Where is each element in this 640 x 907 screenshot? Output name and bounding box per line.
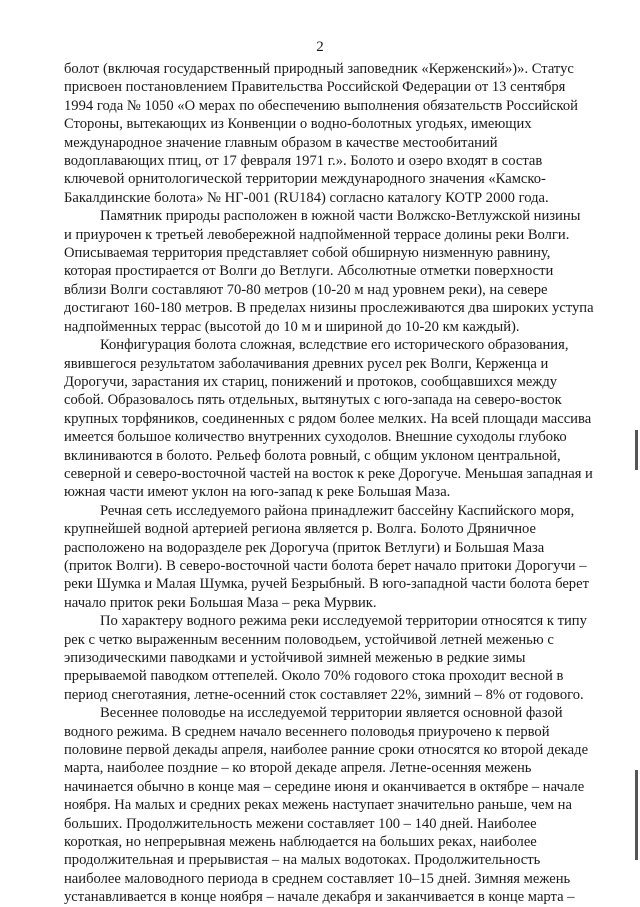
text-line: Описываемая территория представляет собой обширную низменную равнину, xyxy=(64,245,551,262)
text-line: Бакалдинские болота» № НГ-001 (RU184) согласно каталогу КОТР 2000 года. xyxy=(64,189,549,206)
text-line: устанавливается в конце ноября – начале декабря и заканчивается в конце марта – xyxy=(64,889,575,906)
text-line: 1994 года № 1050 «О мерах по обеспечению выполнения обязательств Российской xyxy=(64,97,578,114)
document-body xyxy=(64,60,630,907)
text-line: присвоен постановлением Правительства Российской Федерации от 13 сентября xyxy=(64,79,566,96)
text-line: болот (включая государственный природный заповедник «Керженский»)». Статус xyxy=(64,61,574,77)
text-line: короткая, но непрерывная межень наблюдается на больших реках, наиболее xyxy=(64,834,537,851)
text-line: продолжительная и прерывистая – на малых водотоках. Продолжительность xyxy=(64,852,541,869)
text-line: начало приток реки Большая Маза – река Мурвик. xyxy=(64,594,377,611)
text-line: Конфигурация болота сложная, вследствие его исторического образования, xyxy=(100,337,569,354)
text-line: Дорогучи, зарастания их стариц, понижений и протоков, сообщавшихся между xyxy=(64,373,558,390)
paragraph xyxy=(64,60,630,207)
text-line: надпойменных террас (высотой до 10 м и шириной до 10-20 км каждый). xyxy=(64,318,520,335)
paragraph xyxy=(64,336,630,502)
text-line: собой. Образовалось пять отдельных, вытянутых с юго-запада на северо-восток xyxy=(64,392,562,409)
scan-edge-mark xyxy=(635,770,638,860)
paragraph xyxy=(64,612,630,704)
text-line: рек с четко выраженным весенним половодьем, устойчивой летней меженью с xyxy=(64,631,554,648)
scan-edge-mark xyxy=(635,430,638,470)
paragraph xyxy=(64,502,630,612)
text-line: период снеготаяния, летне-осенний сток составляет 22%, зимний – 8% от годового. xyxy=(64,686,584,703)
text-line: явившегося результатом заболачивания древних русел рек Волги, Керженца и xyxy=(64,355,549,372)
text-line: наиболее маловодного периода в среднем составляет 10–15 дней. Зимняя межень xyxy=(64,870,571,887)
text-line: эпизодическими паводками и устойчивой зимней меженью в редкие зимы xyxy=(64,650,526,666)
text-line: ключевой орнитологической территории международного значения «Камско- xyxy=(64,171,546,188)
text-line: прерываемой паводком оттепелей. Около 70% годового стока проходит весной в xyxy=(64,668,564,685)
text-line: вклиниваются в болото. Рельеф болота ровный, с общим уклоном центральной, xyxy=(64,447,561,464)
page-number: 2 xyxy=(316,39,324,55)
text-line: расположено на водоразделе рек Дорогуча (приток Ветлуги) и Большая Маза xyxy=(64,539,545,556)
text-line: реки Шумка и Малая Шумка, ручей Безрыбный. В юго-западной части болота берет xyxy=(64,576,589,593)
text-line: вблизи Волги составляют 70-80 метров (10-20 м над уровнем реки), на севере xyxy=(64,281,548,298)
paragraph xyxy=(64,207,630,336)
text-line: марта, наиболее поздние – ко второй декаде апреля. Летне-осенняя межень xyxy=(64,760,532,777)
text-line: (приток Волги). В северо-восточной части болота берет начало притоки Дорогучи – xyxy=(64,557,587,574)
text-line: северной и северо-восточной частей на восток к реке Дорогуче. Меньшая западная и xyxy=(64,465,593,482)
text-line: ноября. На малых и средних реках межень наступает значительно раньше, чем на xyxy=(64,797,572,814)
text-line: больших. Продолжительность межени составляет 100 – 140 дней. Наиболее xyxy=(64,815,537,832)
text-line: Памятник природы расположен в южной части Волжско-Ветлужской низины xyxy=(100,208,581,225)
text-line: которая простирается от Волги до Ветлуги. Абсолютные отметки поверхности xyxy=(64,263,554,280)
paragraph xyxy=(64,704,630,906)
text-line: начинается обычно в конце мая – середине июня и оканчивается в октябре – начале xyxy=(64,778,585,795)
text-line: достигают 160-180 метров. В пределах низины прослеживаются два широких уступа xyxy=(64,300,594,317)
text-line: Речная сеть исследуемого района принадлежит бассейну Каспийского моря, xyxy=(100,502,575,519)
text-line: Стороны, вытекающих из Конвенции о водно-болотных угодьях, имеющих xyxy=(64,116,532,133)
text-line: крупнейшей водной артерией региона является р. Волга. Болото Дряничное xyxy=(64,521,536,538)
text-line: международное значение главным образом в качестве местообитаний xyxy=(64,134,498,151)
text-line: южная части имеют уклон на юго-запад к реке Большая Маза. xyxy=(64,484,451,501)
text-line: имеется большое количество внутренних суходолов. Внешние суходолы глубоко xyxy=(64,429,567,446)
text-line: По характеру водного режима реки исследуемой территории относятся к типу xyxy=(100,613,587,630)
text-line: крупных торфяников, соединенных с рядом более мелких. На всей площади массива xyxy=(64,410,592,427)
text-line: половине первой декады апреля, наиболее ранние сроки относятся ко второй декаде xyxy=(64,742,589,759)
text-line: Весеннее половодье на исследуемой территории является основной фазой xyxy=(100,705,563,722)
text-line: водного режима. В среднем начало весеннего половодья приурочено к первой xyxy=(64,723,550,740)
text-line: и приурочен к третьей левобережной надпойменной террасе долины реки Волги. xyxy=(64,226,570,243)
text-line: водоплавающих птиц, от 17 февраля 1971 г.». Болото и озеро входят в состав xyxy=(64,153,543,170)
